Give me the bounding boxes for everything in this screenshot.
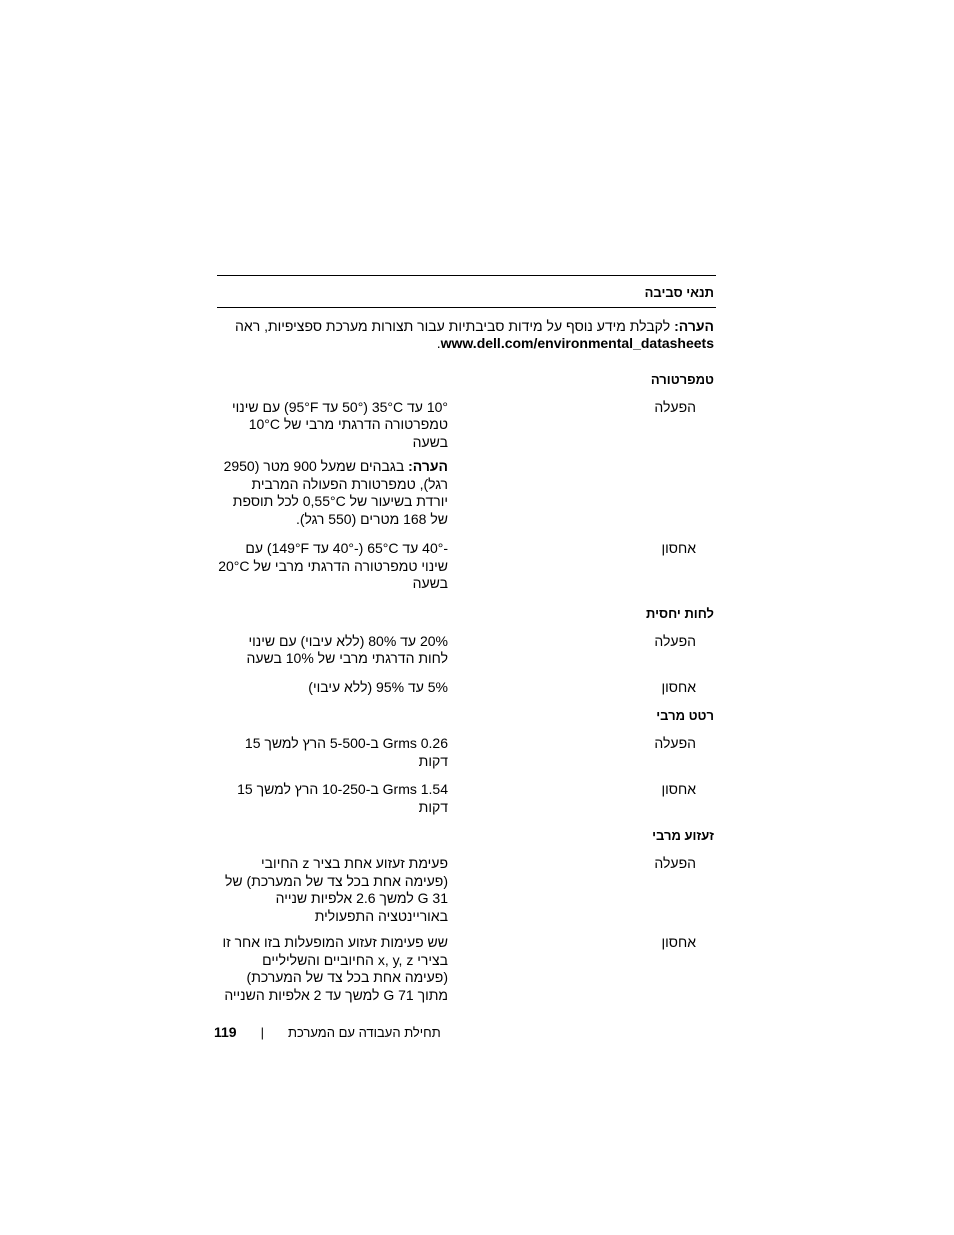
vibration-operating-row: [217, 735, 716, 770]
humidity-storage-row: [217, 679, 716, 697]
table-title: תנאי סביבה: [644, 285, 714, 300]
row-label: אחסון: [661, 934, 696, 950]
section-temperature-title: טמפרטורה: [650, 371, 714, 387]
shock-operating-row: [217, 855, 716, 925]
section-humidity-title: לחות יחסית: [646, 605, 714, 621]
general-note: [217, 308, 716, 360]
row-value: 1.54 Grms ב-10-250 הרץ למשך 15 דקות: [237, 781, 448, 815]
row-value: שש פעימות זעזוע המופעלות בזו אחר זו בצירי x, y, z החיוביים והשליליים (פעימה אחת בכל צד של המערכת) מתוך 71 G למשך עד 2 אלפיות השנייה: [222, 934, 448, 1003]
row-value: פעימת זעזוע אחת בציר z החיובי (פעימה אחת בכל צד של המערכת) של 31 G למשך 2.6 אלפיות שנייה באוריינטציה התפעולית: [225, 855, 448, 924]
row-label: הפעלה: [654, 735, 696, 751]
row-value: 0.26 Grms ב-5-500 הרץ למשך 15 דקות: [244, 735, 448, 769]
row-value: -40° עד 65°C (-40° עד 149°F) עם שינוי טמפרטורה הדרגתי מרבי של 20°C בשעה: [218, 540, 448, 591]
environmental-table: [217, 275, 716, 1004]
note-end: .: [436, 335, 441, 351]
vibration-storage-row: [217, 781, 716, 816]
row-value: 5% עד 95% (ללא עיבוי): [308, 678, 448, 695]
row-label: אחסון: [661, 540, 696, 556]
temperature-note-text: בגבהים שמעל 900 מטר (2950 רגל), טמפרטורת הפעולה המרבית יורדת בשיעור של 0,55°C לכל תוספת של 168 מטרים (550 רגל).: [223, 458, 448, 527]
section-shock-title: זעזוע מרבי: [652, 828, 714, 843]
temperature-note: [217, 458, 448, 528]
note-label: הערה:: [674, 317, 714, 334]
temperature-storage-row: [217, 540, 716, 593]
section-vibration-title: רטט מרבי: [656, 708, 714, 723]
footer-separator: |: [260, 1025, 264, 1040]
temperature-note-label: הערה:: [408, 458, 448, 474]
temperature-operating-row: [217, 399, 716, 529]
page-number: 119: [214, 1024, 237, 1040]
temperature-operating-value: 10° עד 35°C (50° עד 95°F) עם שינוי טמפרטורה הדרגתי מרבי של 10°C בשעה: [232, 398, 448, 450]
row-label: אחסון: [661, 781, 696, 797]
datasheets-link[interactable]: www.dell.com/environmental_datasheets: [440, 335, 714, 351]
row-value: 20% עד 80% (ללא עיבוי) עם שינוי לחות הדרגתי מרבי של 10% בשעה: [246, 632, 448, 666]
row-value: [217, 399, 448, 529]
humidity-operating-row: [217, 633, 716, 668]
row-label: הפעלה: [654, 398, 696, 415]
footer-title: תחילת העבודה עם המערכת: [287, 1025, 441, 1040]
row-label: הפעלה: [654, 632, 696, 649]
note-text: לקבלת מידע נוסף על מידות סביבתיות עבור תצורות מערכת ספציפיות, ראה: [235, 317, 675, 334]
shock-storage-row: [217, 934, 716, 1004]
row-label: אחסון: [661, 678, 696, 695]
row-label: הפעלה: [654, 855, 696, 871]
page-footer: [214, 1024, 514, 1042]
